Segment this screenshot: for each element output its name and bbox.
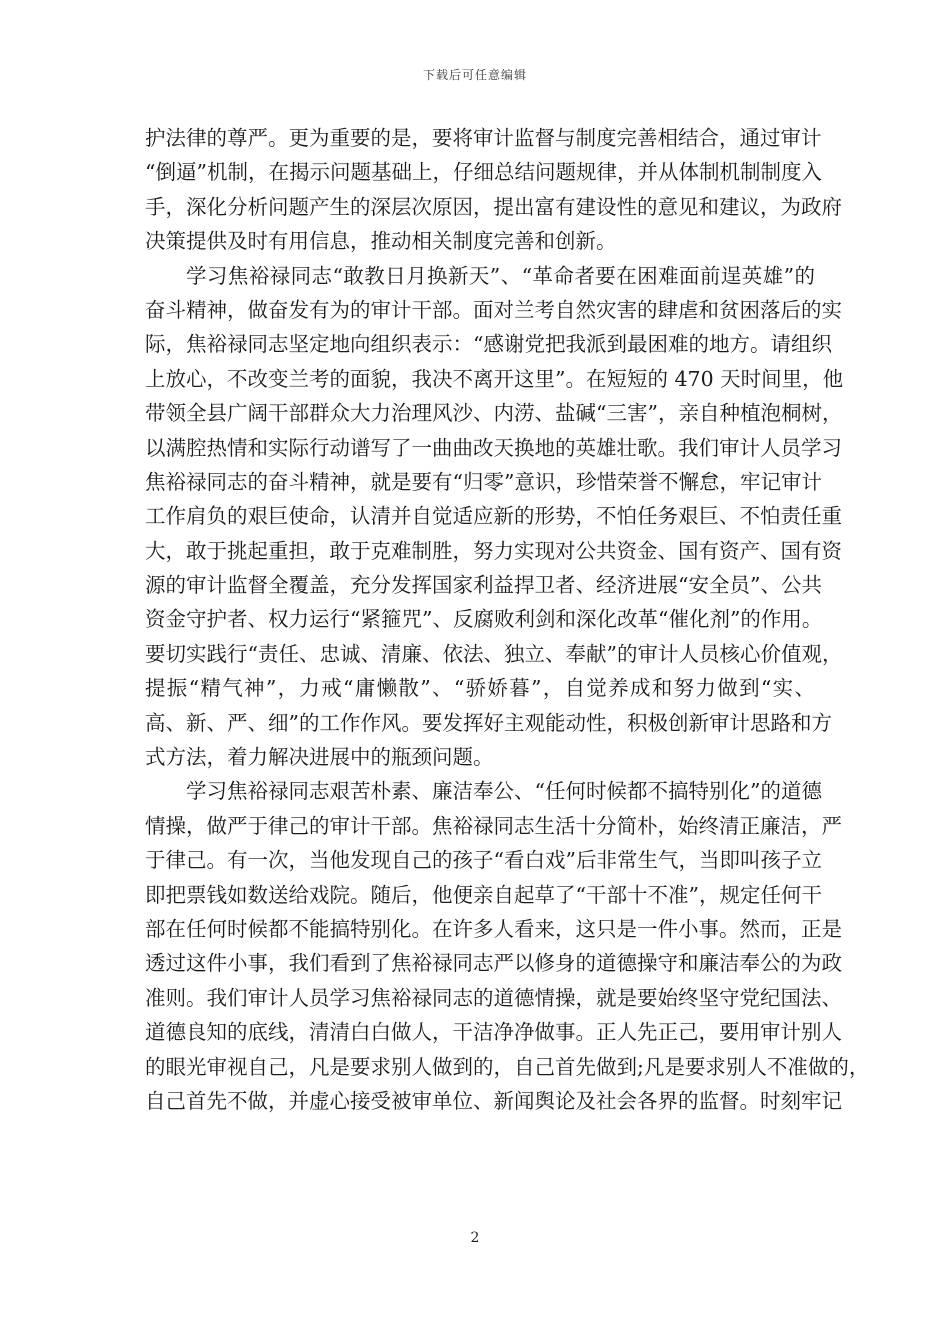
text-line: 带领全县广阔干部群众大力治理风沙、内涝、盐碱“三害”，亲自种植泡桐树， [145, 401, 843, 426]
text-line: 焦裕禄同志的奋斗精神，就是要有“归零”意识，珍惜荣誉不懈怠，牢记审计 [145, 469, 822, 494]
text-line: 大，敢于挑起重担，敢于克难制胜，努力实现对公共资金、国有资产、国有资 [145, 538, 842, 563]
text-line: 际，焦裕禄同志坚定地向组织表示：“感谢党把我派到最困难的地方。请组织 [145, 332, 832, 357]
text-line: 的眼光审视自己，凡是要求别人做到的，自己首先做到;凡是要求别人不准做的， [145, 1054, 870, 1079]
text-line: 决策提供及时有用信息，推动相关制度完善和创新。 [145, 229, 617, 254]
page-number: 2 [470, 1230, 480, 1246]
text-line: 式方法，着力解决进展中的瓶颈问题。 [145, 745, 494, 770]
text-line: 学习焦裕禄同志艰苦朴素、廉洁奉公、“任何时候都不搞特别化”的道德 [186, 779, 822, 804]
text-line: 奋斗精神，做奋发有为的审计干部。面对兰考自然灾害的肆虐和贫困落后的实 [145, 297, 842, 322]
text-line: 源的审计监督全覆盖，充分发挥国家利益捍卫者、经济进展“安全员”、公共 [145, 573, 822, 598]
text-line: 情操，做严于律己的审计干部。焦裕禄同志生活十分简朴，始终清正廉洁，严 [145, 813, 842, 838]
text-line: 部在任何时候都不能搞特别化。在许多人看来，这只是一件小事。然而，正是 [145, 916, 842, 941]
text-line: 要切实践行“责任、忠诚、清廉、依法、独立、奉献”的审计人员核心价值观， [145, 641, 843, 666]
text-line: 高、新、严、细”的工作作风。要发挥好主观能动性，积极创新审计思路和方 [145, 710, 832, 735]
text-line: 以满腔热情和实际行动谱写了一曲曲改天换地的英雄壮歌。我们审计人员学习 [145, 435, 842, 460]
text-line: 道德良知的底线，清清白白做人，干洁净净做事。正人先正己，要用审计别人 [145, 1020, 842, 1045]
text-line: 学习焦裕禄同志“敢教日月换新天”、“革命者要在困难面前逞英雄”的 [186, 263, 815, 288]
text-line: 资金守护者、权力运行“紧箍咒”、反腐败利剑和深化改革“催化剂”的作用。 [145, 607, 823, 632]
text-line: 透过这件小事，我们看到了焦裕禄同志严以修身的道德操守和廉洁奉公的为政 [145, 951, 842, 976]
text-line: 准则。我们审计人员学习焦裕禄同志的道德情操，就是要始终坚守党纪国法、 [145, 985, 842, 1010]
text-line: 即把票钱如数送给戏院。随后，他便亲自起草了“干部十不准”，规定任何干 [145, 882, 822, 907]
body-text [145, 121, 870, 1118]
text-line: “倒逼”机制，在揭示问题基础上，仔细总结问题规律，并从体制机制制度入 [145, 160, 822, 185]
text-line: 工作肩负的艰巨使命，认清并自觉适应新的形势，不怕任务艰巨、不怕责任重 [145, 504, 842, 529]
page-header: 下载后可任意编辑 [422, 68, 527, 82]
text-line: 护法律的尊严。更为重要的是，要将审计监督与制度完善相结合，通过审计 [145, 126, 822, 150]
text-line: 上放心，不改变兰考的面貌，我决不离开这里”。在短短的 470 天时间里，他 [145, 366, 844, 391]
text-line: 手，深化分析问题产生的深层次原因，提出富有建设性的意见和建议，为政府 [145, 194, 842, 219]
text-line: 于律己。有一次，当他发现自己的孩子“看白戏”后非常生气，当即叫孩子立 [145, 848, 822, 873]
text-line: 提振“精气神”，力戒“庸懒散”、“骄娇暮”，自觉养成和努力做到“实、 [145, 676, 815, 701]
text-line: 自己首先不做，并虚心接受被审单位、新闻舆论及社会各界的监督。时刻牢记 [145, 1088, 842, 1113]
